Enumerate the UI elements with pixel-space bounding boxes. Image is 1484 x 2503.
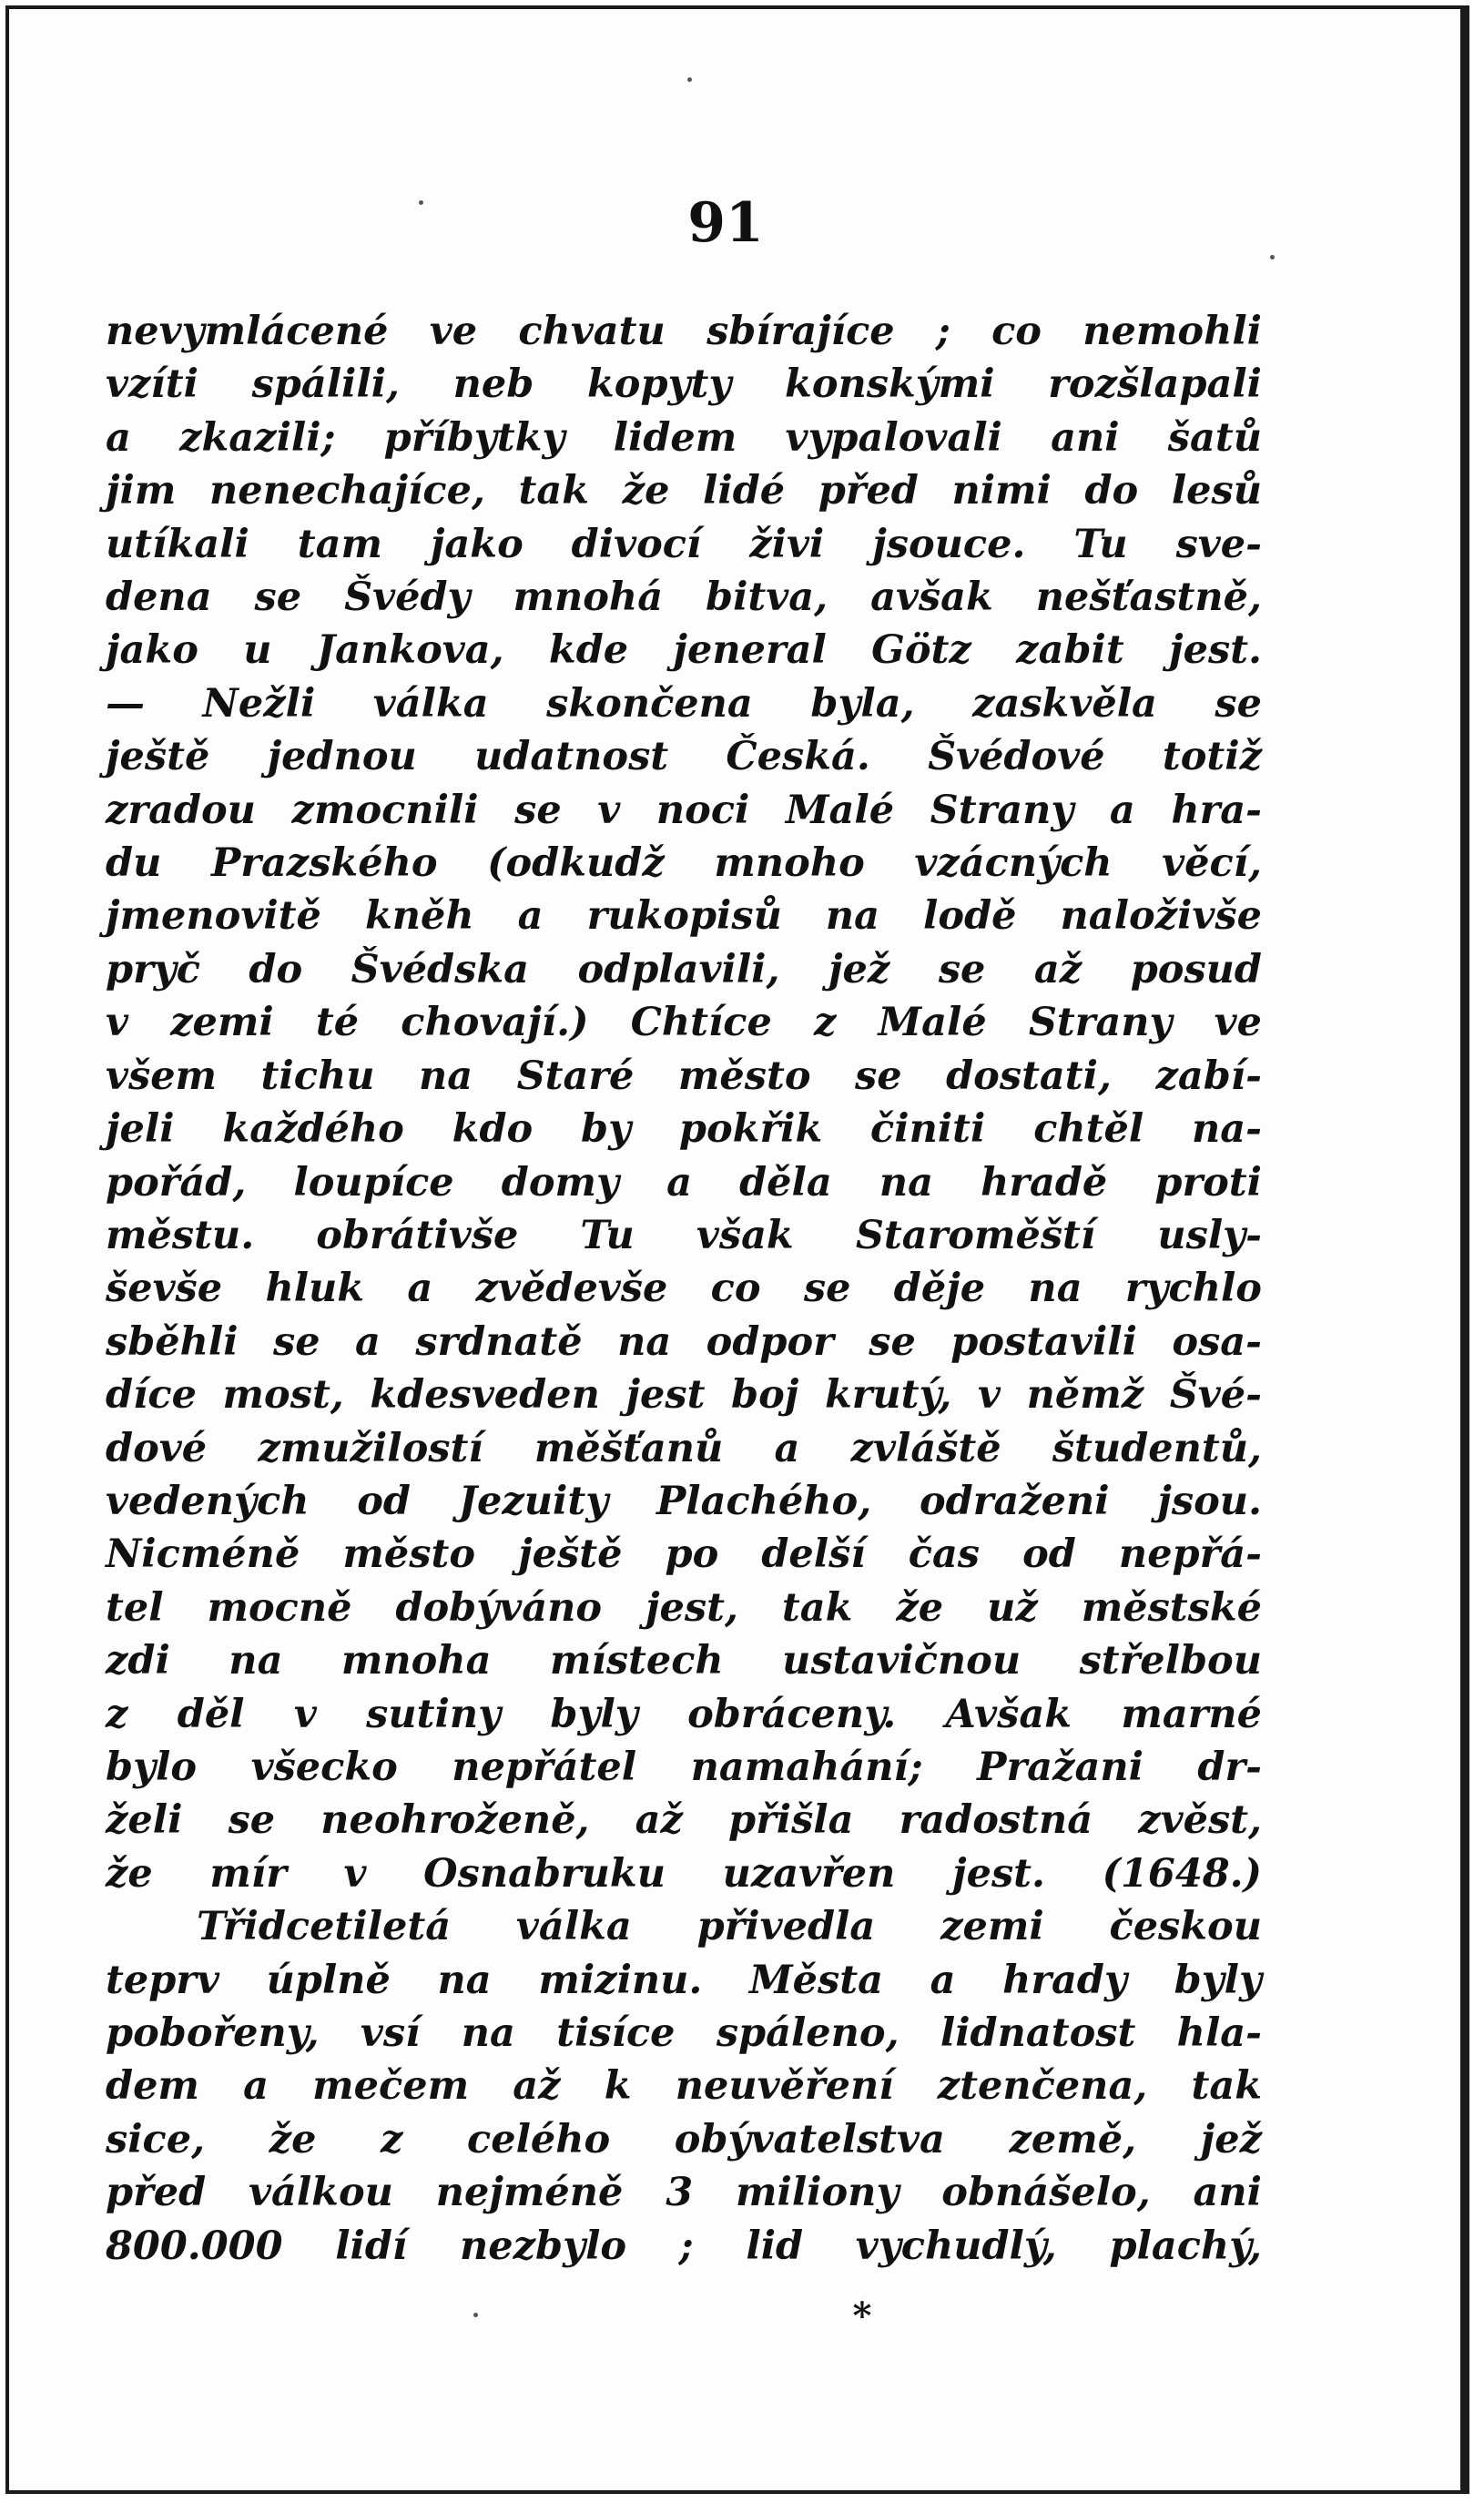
text-line: želi se neohroženě, až přišla radostná zvěst, (106, 1797, 1262, 1844)
paper-speck (419, 200, 423, 205)
text-line: Nicméně město ještě po delší čas od nepřá- (106, 1531, 1262, 1578)
text-line: že mír v Osnabruku uzavřen jest. (1648.) (106, 1850, 1262, 1897)
text-line: Třidcetiletá válka přivedla zemi českou (197, 1904, 1262, 1950)
text-line: jako u Jankova, kde jeneral Götz zabit jest. (106, 627, 1262, 674)
text-line: pryč do Švédska odplavili, jež se až posud (106, 946, 1262, 992)
text-line: pobořeny, vsí na tisíce spáleno, lidnatost hla- (106, 2010, 1262, 2056)
text-line: ševše hluk a zvědevše co se děje na rychlo (106, 1266, 1262, 1312)
text-line: sice, že z celého obývatelstva země, jež (106, 2116, 1262, 2162)
text-line: du Prazského (odkudž mnoho vzácných věcí, (106, 840, 1262, 887)
paper-speck (1270, 255, 1275, 259)
text-line: a zkazili; příbytky lidem vypalovali ani šatů (106, 414, 1262, 461)
text-line: vzíti spálili, neb kopyty konskými rozšlapali (106, 361, 1262, 408)
text-line: tel mocně dobýváno jest, tak že už městské (106, 1584, 1262, 1631)
text-line: jmenovitě kněh a rukopisů na lodě naloživše (106, 893, 1262, 940)
text-line: nevymlácené ve chvatu sbírajíce ; co nemohli (106, 309, 1262, 354)
text-line: vedených od Jezuity Plachého, odraženi jsou. (106, 1478, 1262, 1524)
text-line: všem tichu na Staré město se dostati, zabí- (106, 1053, 1262, 1099)
text-line: dena se Švédy mnohá bitva, avšak nešťastně, (106, 575, 1262, 621)
page-frame (5, 5, 1469, 2494)
page-number: 91 (687, 191, 764, 255)
signature-mark: * (852, 2294, 872, 2337)
text-line: zradou zmocnili se v noci Malé Strany a hra- (106, 787, 1262, 833)
text-line: z děl v sutiny byly obráceny. Avšak marné (106, 1691, 1262, 1737)
text-line: zdi na mnoha místech ustavičnou střelbou (106, 1638, 1262, 1684)
text-line: bylo všecko nepřátel namahání; Pražani dr- (106, 1744, 1262, 1790)
text-line: městu. obrátivše Tu však Staroměští usly- (106, 1212, 1262, 1258)
body-text (106, 305, 1262, 2273)
text-line: dem a mečem až k neuvěření ztenčena, tak (106, 2063, 1262, 2110)
text-line: — Nežli válka skončena byla, zaskvěla se (106, 680, 1262, 727)
text-line: v zemi té chovají.) Chtíce z Malé Strany ve (106, 1000, 1262, 1046)
text-line: ještě jednou udatnost Česká. Švédové totiž (106, 734, 1262, 780)
text-line: dové zmužilostí měšťanů a zvláště študentů, (106, 1425, 1262, 1471)
text-line: díce most, kdesveden jest boj krutý, v němž Švé- (106, 1372, 1262, 1419)
text-line: pořád, loupíce domy a děla na hradě proti (106, 1159, 1262, 1206)
text-line: jim nenechajíce, tak že lidé před nimi do lesů (106, 468, 1262, 514)
text-line: sběhli se a srdnatě na odpor se postavili osa- (106, 1318, 1262, 1365)
text-line: 800.000 lidí nezbylo ; lid vychudlý, plachý, (106, 2223, 1262, 2269)
paper-speck (473, 2313, 478, 2317)
text-line: utíkali tam jako divocí živi jsouce. Tu sve- (106, 521, 1262, 567)
paper-speck (687, 77, 692, 82)
text-line: teprv úplně na mizinu. Města a hrady byly (106, 1957, 1262, 2003)
text-line: před válkou nejméně 3 miliony obnášelo, ani (106, 2170, 1262, 2216)
text-line: jeli každého kdo by pokřik činiti chtěl na- (106, 1106, 1262, 1153)
